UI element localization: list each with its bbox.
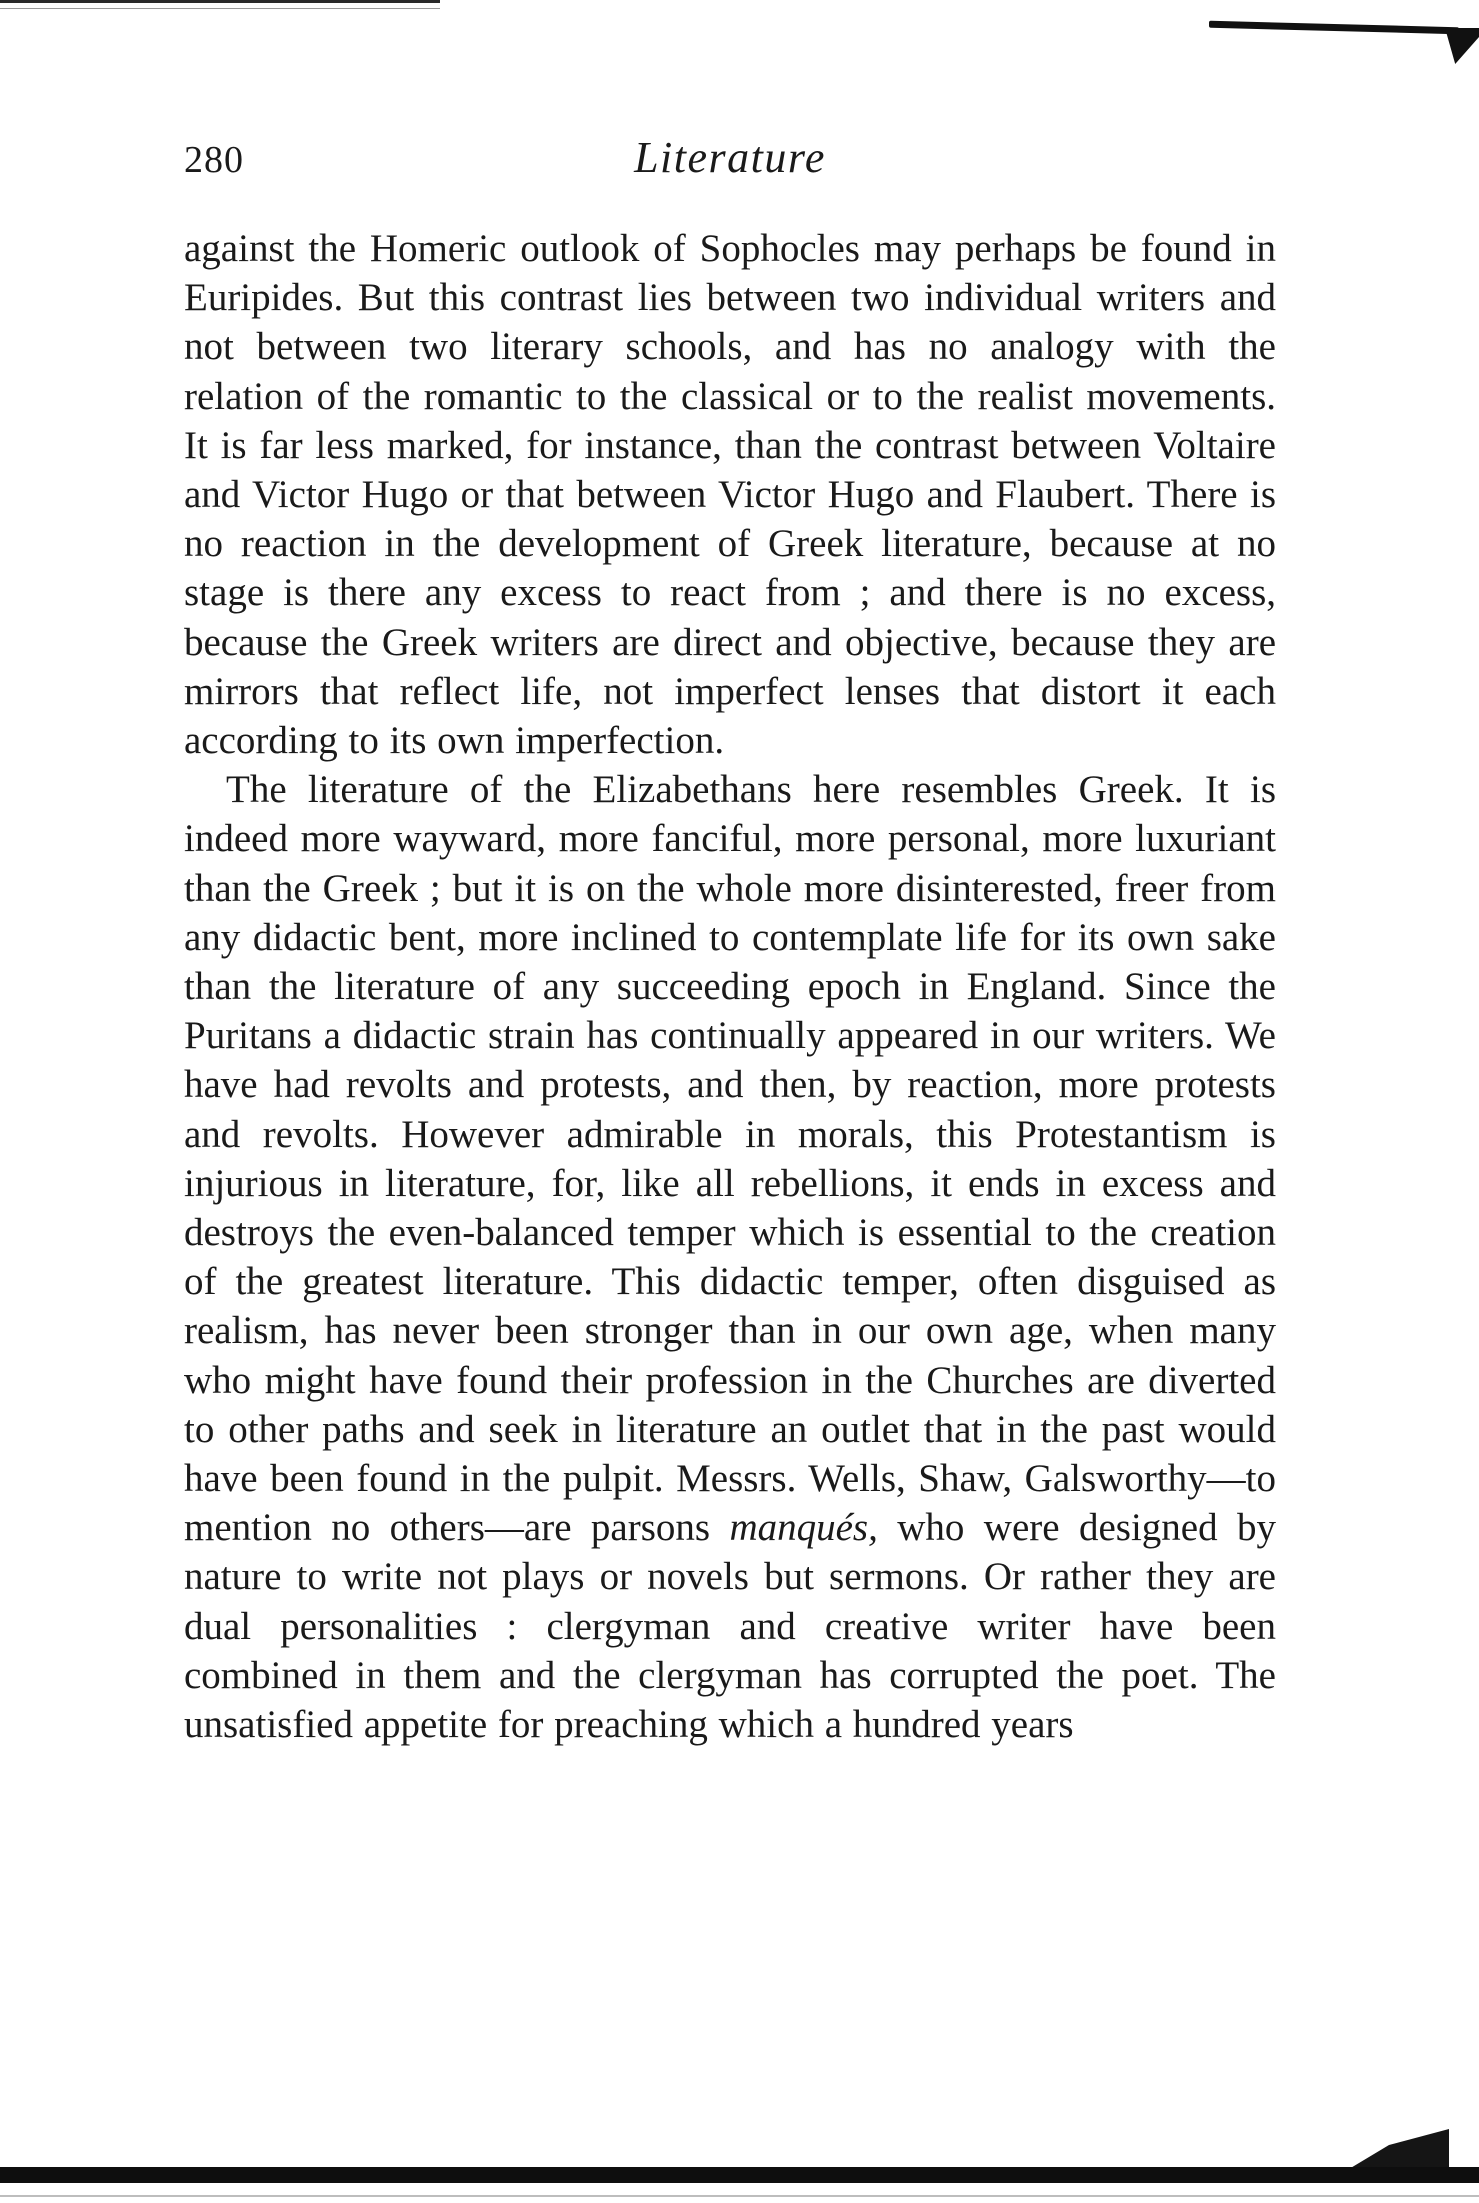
scan-corner-mark-bottom-right bbox=[1349, 2129, 1449, 2169]
page-number: 280 bbox=[184, 139, 244, 181]
scan-edge-bottom-faint bbox=[0, 2195, 1479, 2197]
running-head bbox=[184, 130, 1276, 190]
scan-corner-mark-top-right bbox=[1445, 28, 1479, 64]
running-title: Literature bbox=[634, 133, 826, 182]
scan-edge-bottom bbox=[0, 2167, 1479, 2183]
paragraph-text-before-emphasis: The literature of the Elizabethans here resembles Greek. It is indeed more wayward, more fanciful, more personal, more luxuriant than the Greek ; but it is on the whole more disinterested, freer from any didactic bent, more inclined to contemplate life for its own sake than the literature of any succeeding epoch in England. Since the Puritans a didactic strain has continually appeared in our writers. We have had revolts and protests, and then, by reaction, more protests and revolts. However admirable in morals, this Protestantism is injurious in literature, for, like all rebellions, it ends in excess and destroys the even-balanced temper which is essential to the creation of the greatest literature. This didactic temper, often disguised as realism, has never been stronger than in our own age, when many who might have found their profession in the Churches are diverted to other paths and seek in literature an outlet that in the past would have been found in the pulpit. Messrs. Wells, Shaw, Galsworthy—to mention no others—are parsons bbox=[184, 768, 1276, 1550]
paragraph-continued: against the Homeric outlook of Sophocles may perhaps be found in Euripides. But this contrast lies between two individual writers and not between two literary schools, and has no analogy with the relation of the romantic to the classical or to the realist movements. It is far less marked, for instance, than the contrast between Voltaire and Victor Hugo or that between Victor Hugo and Flaubert. There is no reaction in the development of Greek literature, because at no stage is there any excess to react from ; and there is no excess, because the Greek writers are direct and objective, because they are mirrors that reflect life, not imperfect lenses that distort it each according to its own imperfection. bbox=[184, 227, 1276, 763]
scan-edge-top-left bbox=[0, 0, 440, 3]
italic-emphasis: manqués, bbox=[729, 1506, 878, 1550]
scan-edge-top-left-faint bbox=[0, 8, 440, 9]
body-text bbox=[184, 224, 1276, 1749]
paragraph-text-after-emphasis: who were designed by nature to write not plays or novels but sermons. Or rather they are dual personalities : clergyman and creative writer have been combined in them and the clergyman has corrupted the poet. The unsatisfied appetite for preaching which a hundred years bbox=[184, 1506, 1276, 1747]
paragraph-elizabethans bbox=[184, 765, 1276, 1749]
scan-edge-top-right bbox=[1209, 21, 1459, 35]
book-page bbox=[184, 130, 1276, 1749]
